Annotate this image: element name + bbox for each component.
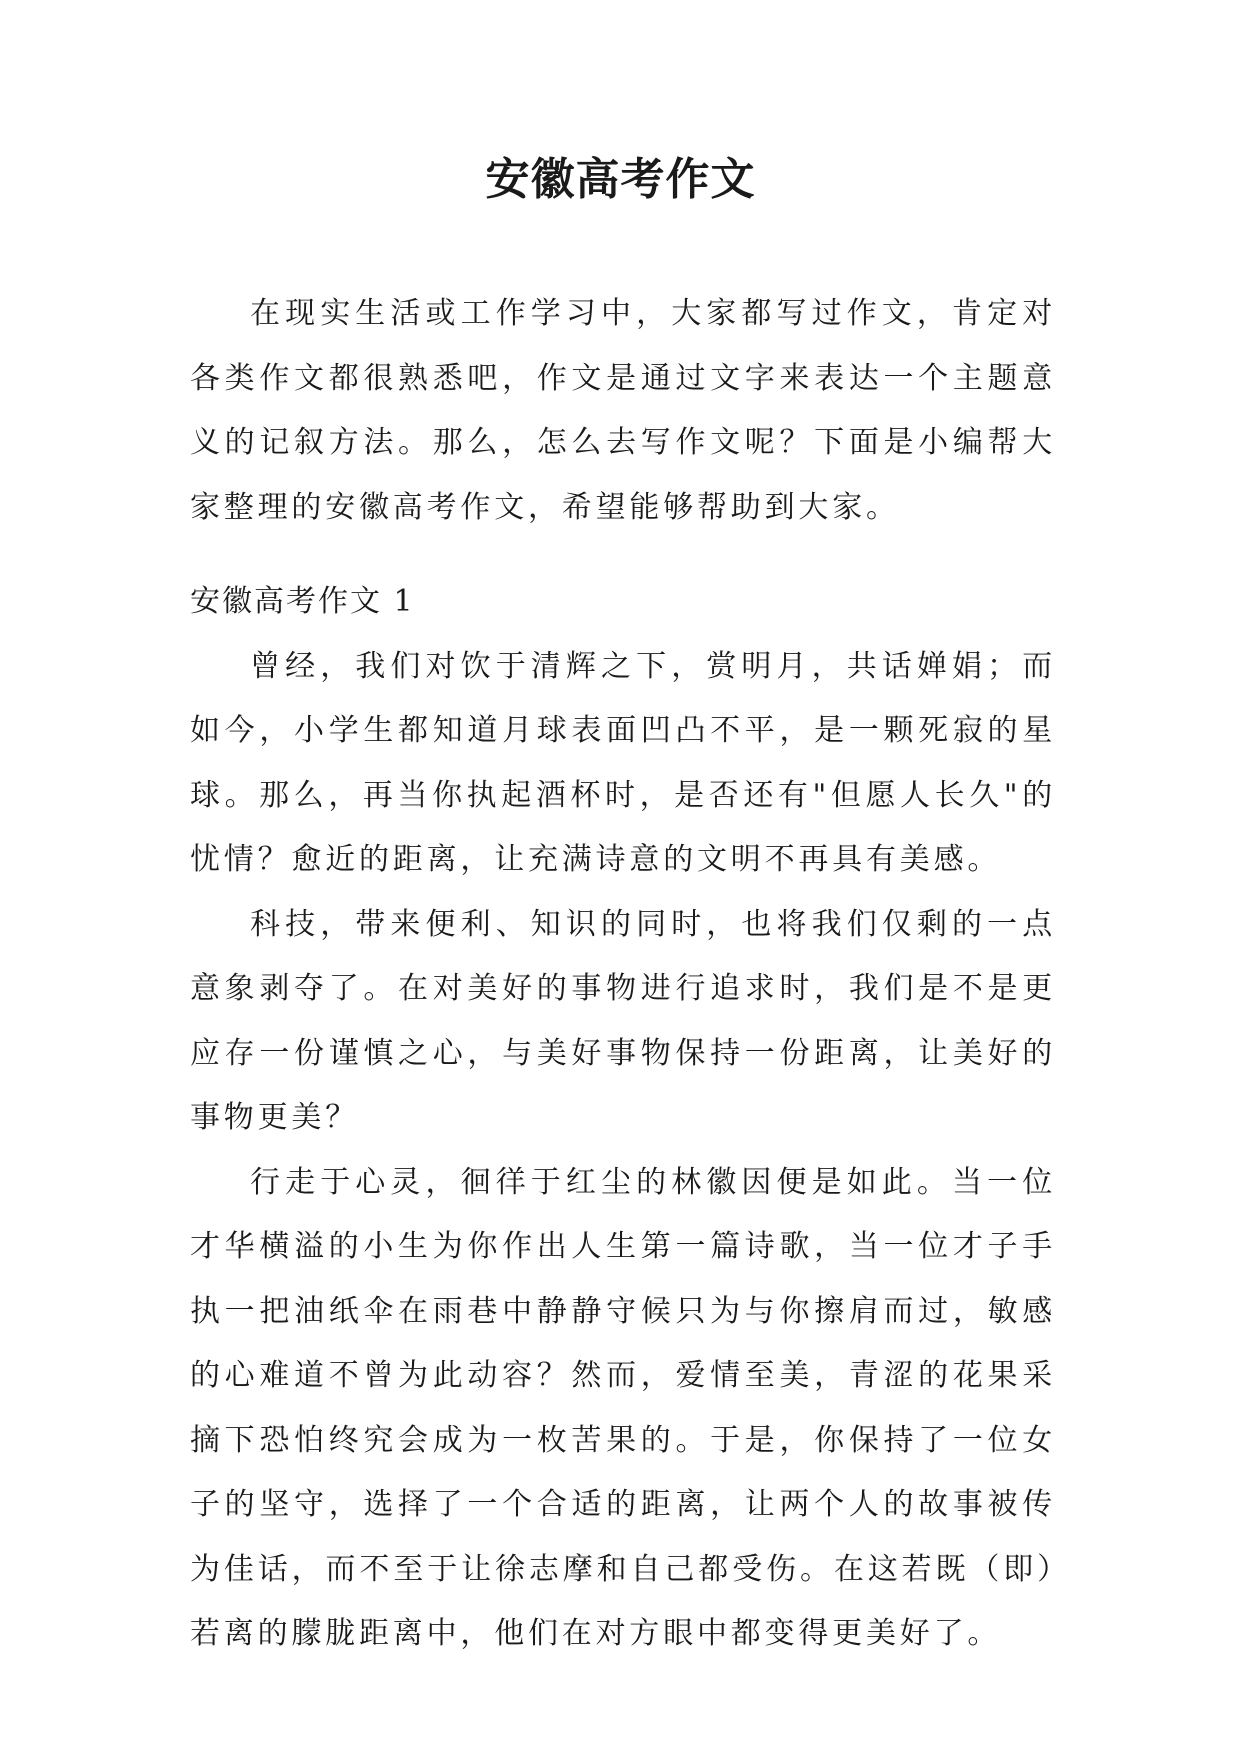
intro-section xyxy=(190,282,1056,540)
section-heading: 安徽高考作文 1 xyxy=(190,584,415,619)
essay-paragraph-3: 行走于心灵，徊徉于红尘的林徽因便是如此。当一位才华横溢的小生为你作出人生第一篇诗歌，当一位才子手执一把油纸伞在雨巷中静静守候只为与你擦肩而过，敏感的心难道不曾为此动容？然而，爱情至美，青涩的花果采摘下恐怕终究会成为一枚苦果的。于是，你保持了一位女子的坚守，选择了一个合适的距离，让两个人的故事被传为佳话，而不至于让徐志摩和自己都受伤。在这若既（即）若离的朦胧距离中，他们在对方眼中都变得更美好了。 xyxy=(190,1164,1056,1651)
document-title: 安徽高考作文 xyxy=(485,154,756,205)
essay-paragraph-1: 曾经，我们对饮于清辉之下，赏明月，共话婵娟；而如今，小学生都知道月球表面凹凸不平，是一颗死寂的星球。那么，再当你执起酒杯时，是否还有"但愿人长久"的忧情？愈近的距离，让充满诗意的文明不再具有美感。 xyxy=(190,648,1056,877)
intro-paragraph: 在现实生活或工作学习中，大家都写过作文，肯定对各类作文都很熟悉吧，作文是通过文字来表达一个主题意义的记叙方法。那么，怎么去写作文呢？下面是小编帮大家整理的安徽高考作文，希望能够帮助到大家。 xyxy=(190,296,1056,525)
essay-paragraph-2: 科技，带来便利、知识的同时，也将我们仅剩的一点意象剥夺了。在对美好的事物进行追求时，我们是不是更应存一份谨慎之心，与美好事物保持一份距离，让美好的事物更美？ xyxy=(190,906,1056,1135)
essay-section xyxy=(190,570,1056,1667)
